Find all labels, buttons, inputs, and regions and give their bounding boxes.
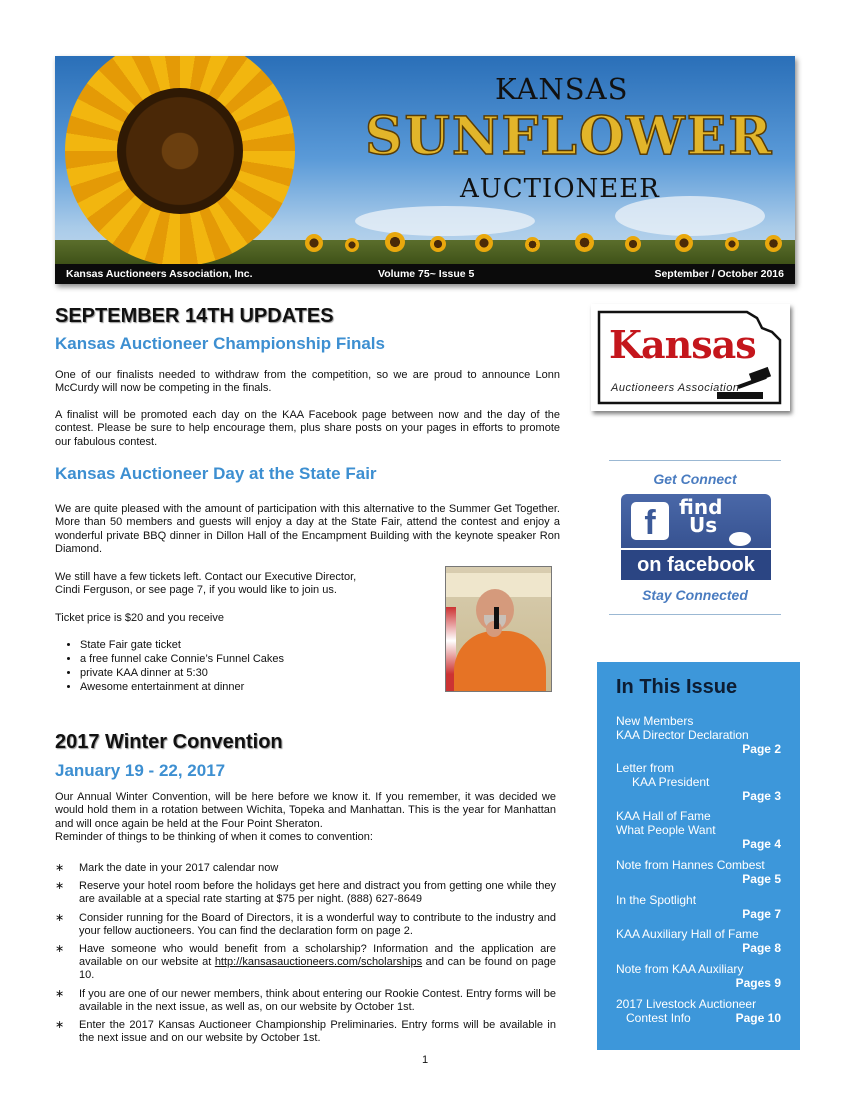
speaker-photo (445, 566, 552, 692)
paragraph: We are quite pleased with the amount of participation with this alternative to the Summer Get Together. More than 50 members and guests will enjoy a day at the State Fair, attend the contest and enjoy a wonderful private BBQ dinner in Dillon Hall of the Encampment Building with the keynote speaker Ron Diamond. (55, 503, 560, 556)
list-item: • Awesome entertainment at dinner (80, 680, 440, 694)
toc-page: Page 5 (742, 872, 781, 886)
us-word: Us (689, 513, 718, 537)
list-item: • private KAA dinner at 5:30 (80, 666, 440, 680)
association-name: Kansas Auctioneers Association, Inc. (66, 268, 253, 280)
page-number: 1 (421, 1054, 429, 1066)
list-item: • a free funnel cake Connie’s Funnel Cakes (80, 652, 440, 666)
on-facebook-text: on facebook (621, 548, 771, 580)
masthead-kansas: KANSAS (495, 72, 629, 106)
find-word: find (679, 495, 723, 519)
issue-date: September / October 2016 (654, 268, 784, 280)
subtitle-convention-dates: January 19 - 22, 2017 (55, 761, 226, 780)
section-title-convention: 2017 Winter Convention (55, 731, 283, 753)
scholarship-link[interactable]: http://kansasauctioneers.com/scholarships (214, 956, 423, 969)
text-line: Our Annual Winter Convention, will be here before we know it. If you remember, it was decided we would hold them in a rotation between Wichita, Topeka and Manhattan. This is the year for Manhattan and will once again be held at the Four Point Sheraton. (55, 791, 556, 830)
logo-wordmark: Kansas (609, 322, 756, 367)
logo-subtitle: Auctioneers Association (611, 382, 740, 394)
paragraph: A finalist will be promoted each day on the KAA Facebook page between now and the day of the contest. Please be sure to help encourage them, plus share posts on your pages in efforts to promote our fabulous contest. (55, 409, 560, 448)
masthead-info-bar (55, 264, 795, 284)
toc-line: Note from Hannes Combest (616, 858, 765, 872)
paragraph (55, 571, 435, 598)
volume-issue: Volume 75~ Issue 5 (378, 268, 475, 280)
text: and can be found on page 10. (79, 956, 556, 982)
toc-entry[interactable] (616, 927, 781, 955)
find-us-text (679, 495, 723, 537)
list-item: ∗ Mark the date in your 2017 calendar now (55, 862, 556, 875)
toc-page: Page 10 (735, 1011, 781, 1025)
subtitle-championship: Kansas Auctioneer Championship Finals (55, 334, 385, 353)
mouse-icon (729, 532, 751, 546)
convention-reminders-list (55, 862, 556, 1050)
paragraph: One of our finalists needed to withdraw from the competition, so we are proud to announce Lonn McCurdy will now be competing in the finals. (55, 369, 560, 395)
toc-entry[interactable] (616, 962, 781, 990)
toc-page: Pages 9 (735, 976, 781, 990)
list-item: ∗ Consider running for the Board of Directors, it is a wonderful way to contribute to the industry and your fellow auctioneers. You can find the declaration form on page 2. (55, 912, 556, 938)
masthead-sunflower: SUNFLOWER (365, 106, 774, 167)
toc-entry[interactable] (616, 761, 781, 803)
toc-entry[interactable] (616, 809, 781, 851)
kaa-logo (591, 304, 790, 411)
toc-line: KAA Hall of Fame (616, 809, 711, 823)
facebook-f-icon: f (631, 502, 669, 540)
toc-page: Page 3 (742, 789, 781, 803)
list-item (55, 943, 556, 983)
subtitle-state-fair: Kansas Auctioneer Day at the State Fair (55, 464, 377, 483)
ticket-benefits-list (56, 638, 440, 694)
toc-line: In the Spotlight (616, 893, 697, 907)
section-title-updates: SEPTEMBER 14TH UPDATES (55, 305, 334, 327)
list-item: • State Fair gate ticket (80, 638, 440, 652)
toc-line: KAA President (632, 775, 710, 789)
list-item: ∗ If you are one of our newer members, think about entering our Rookie Contest. Entry forms will be available in the next issue, as well as, on our website by October 1st. (55, 988, 556, 1014)
text: Have someone who would benefit from a scholarship? Information and the application are available on our website at (79, 943, 556, 969)
toc-line: Letter from (616, 761, 675, 775)
toc-page: Page 4 (742, 837, 781, 851)
toc-entry[interactable] (616, 997, 781, 1025)
toc-line: New Members (616, 714, 694, 728)
stay-connected-text: Stay Connected (642, 587, 748, 603)
masthead-banner (55, 56, 795, 284)
toc-title: In This Issue (616, 676, 738, 698)
facebook-widget[interactable] (609, 460, 781, 615)
toc-page: Page 8 (742, 941, 781, 955)
toc-entry[interactable] (616, 858, 781, 886)
toc-line: Contest Info (626, 1011, 691, 1025)
in-this-issue-box (597, 662, 800, 1050)
facebook-badge[interactable] (621, 494, 771, 580)
text-line: Reminder of things to be thinking of when it comes to convention: (55, 831, 373, 844)
paragraph (55, 791, 556, 845)
toc-entry[interactable] (616, 714, 781, 756)
toc-line: Note from KAA Auxiliary (616, 962, 744, 976)
list-item: ∗ Enter the 2017 Kansas Auctioneer Championship Preliminaries. Entry forms will be available in the next issue and on our website by October 1st. (55, 1019, 556, 1045)
masthead-auctioneer: AUCTIONEER (460, 174, 660, 204)
toc-line: What People Want (616, 823, 716, 837)
list-item: ∗ Reserve your hotel room before the holidays get here and distract you from getting one while they are available at a special rate starting at $75 per night. (888) 627-8649 (55, 880, 556, 906)
sunflower-center (117, 88, 243, 214)
get-connect-text: Get Connect (653, 471, 737, 487)
toc-page: Page 7 (742, 907, 781, 921)
paragraph: Ticket price is $20 and you receive (55, 612, 224, 624)
text-line: Cindi Ferguson, or see page 7, if you would like to join us. (55, 584, 337, 597)
toc-entry[interactable] (616, 893, 781, 921)
toc-line: KAA Director Declaration (616, 728, 749, 742)
text-line: We still have a few tickets left. Contact our Executive Director, (55, 571, 357, 583)
toc-line: 2017 Livestock Auctioneer (616, 997, 757, 1011)
toc-line: KAA Auxiliary Hall of Fame (616, 927, 759, 941)
toc-page: Page 2 (742, 742, 781, 756)
